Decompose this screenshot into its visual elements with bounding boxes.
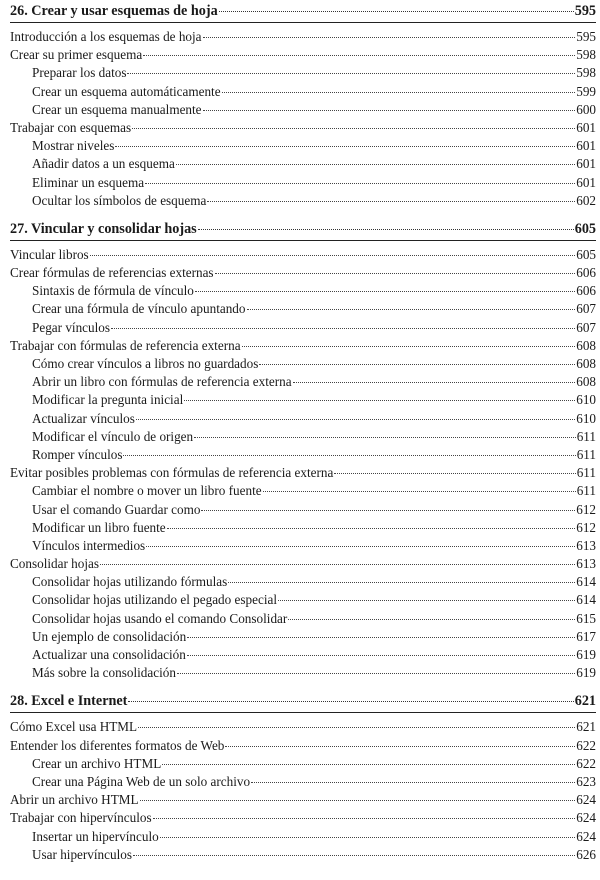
toc-subentry[interactable]	[10, 410, 596, 428]
toc-subentry[interactable]	[10, 446, 596, 464]
toc-subentry[interactable]	[10, 319, 596, 337]
toc-subentry[interactable]	[10, 773, 596, 791]
entry-title: Modificar un libro fuente	[32, 519, 166, 535]
entry-page-number: 607	[576, 301, 596, 317]
chapter-page-number: 605	[574, 220, 596, 237]
entry-title: Actualizar vínculos	[32, 410, 135, 426]
toc-entry[interactable]	[10, 119, 596, 137]
toc-subentry[interactable]	[10, 755, 596, 773]
entry-title: Un ejemplo de consolidación	[32, 628, 187, 644]
dot-leader	[247, 309, 576, 310]
entry-title: Entender los diferentes formatos de Web	[10, 737, 225, 753]
entry-title: Pegar vínculos	[32, 319, 111, 335]
entry-title: Mostrar niveles	[32, 138, 115, 154]
dot-leader	[201, 510, 575, 511]
entry-page-number: 605	[576, 246, 596, 262]
toc-entry[interactable]	[10, 264, 596, 282]
toc-subentry[interactable]	[10, 664, 596, 682]
entry-list	[10, 246, 596, 683]
entry-title: Vínculos intermedios	[32, 537, 146, 553]
chapter-page-number: 621	[574, 693, 596, 710]
toc-subentry[interactable]	[10, 137, 596, 155]
entry-title: Trabajar con fórmulas de referencia externa	[10, 337, 241, 353]
entry-title: Crear un archivo HTML	[32, 755, 162, 771]
entry-page-number: 600	[576, 101, 596, 117]
chapter-section	[10, 218, 596, 683]
entry-title: Consolidar hojas usando el comando Consolidar	[32, 610, 288, 626]
chapter-title: 28. Excel e Internet	[10, 693, 128, 710]
entry-title: Consolidar hojas utilizando fórmulas	[32, 574, 228, 590]
toc-subentry[interactable]	[10, 482, 596, 500]
entry-title: Crear un esquema automáticamente	[32, 83, 221, 99]
entry-page-number: 617	[576, 628, 596, 644]
toc-subentry[interactable]	[10, 192, 596, 210]
toc-subentry[interactable]	[10, 355, 596, 373]
toc-subentry[interactable]	[10, 300, 596, 318]
entry-title: Modificar el vínculo de origen	[32, 428, 194, 444]
entry-title: Modificar la pregunta inicial	[32, 392, 184, 408]
entry-page-number: 613	[576, 556, 596, 572]
chapter-title: 26. Crear y usar esquemas de hoja	[10, 3, 218, 19]
entry-title: Cambiar el nombre o mover un libro fuente	[32, 483, 262, 499]
entry-page-number: 611	[576, 483, 596, 499]
entry-page-number: 601	[576, 138, 596, 154]
dot-leader	[100, 564, 575, 565]
toc-entry[interactable]	[10, 464, 596, 482]
entry-title: Actualizar una consolidación	[32, 647, 186, 662]
entry-title: Consolidar hojas	[10, 556, 100, 572]
entry-page-number: 598	[576, 65, 596, 81]
entry-page-number: 623	[576, 773, 596, 789]
dot-leader	[293, 382, 576, 383]
dot-leader	[222, 92, 576, 93]
entry-page-number: 615	[576, 610, 596, 626]
dot-leader	[334, 473, 575, 474]
chapter-section	[10, 0, 596, 210]
dot-leader	[176, 164, 575, 165]
toc-subentry[interactable]	[10, 846, 596, 864]
dot-leader	[184, 400, 575, 401]
dot-leader	[219, 11, 574, 12]
toc-subentry[interactable]	[10, 591, 596, 609]
entry-page-number: 626	[576, 846, 596, 862]
entry-page-number: 608	[576, 374, 596, 390]
entry-page-number: 610	[576, 392, 596, 408]
chapter-page-number: 595	[574, 3, 596, 19]
entry-page-number: 599	[576, 83, 596, 99]
section-gap	[0, 682, 600, 690]
dot-leader	[167, 528, 576, 529]
entry-title: Vincular libros	[10, 246, 89, 262]
dot-leader	[242, 346, 576, 347]
toc-subentry[interactable]	[10, 391, 596, 409]
entry-page-number: 619	[576, 647, 596, 662]
entry-title: Cómo crear vínculos a libros no guardados	[32, 356, 259, 371]
dot-leader	[225, 746, 575, 747]
toc-entry[interactable]	[10, 246, 596, 264]
dot-leader	[263, 491, 576, 492]
toc-subentry[interactable]	[10, 64, 596, 82]
entry-page-number: 619	[576, 665, 596, 681]
dot-leader	[132, 128, 575, 129]
entry-title: Insertar un hipervínculo	[32, 828, 159, 844]
dot-leader	[187, 637, 575, 638]
entry-page-number: 601	[576, 119, 596, 135]
dot-leader	[215, 273, 576, 274]
entry-page-number: 606	[576, 283, 596, 299]
entry-page-number: 611	[576, 465, 596, 481]
dot-leader	[146, 546, 575, 547]
toc-subentry[interactable]	[10, 155, 596, 173]
entry-title: Abrir un archivo HTML	[10, 792, 139, 808]
entry-title: Crear fórmulas de referencias externas	[10, 265, 214, 281]
entry-page-number: 610	[576, 410, 596, 426]
entry-page-number: 608	[576, 337, 596, 353]
toc-entry[interactable]	[10, 28, 596, 46]
dot-leader	[162, 764, 575, 765]
dot-leader	[145, 183, 575, 184]
toc-subentry[interactable]	[10, 628, 596, 646]
entry-title: Añadir datos a un esquema	[32, 156, 175, 172]
toc-subentry[interactable]	[10, 501, 596, 519]
entry-page-number: 624	[576, 810, 596, 826]
toc-subentry[interactable]	[10, 828, 596, 846]
entry-title: Usar el comando Guardar como	[32, 501, 201, 517]
chapter-section	[10, 690, 596, 864]
dot-leader	[251, 782, 575, 783]
entry-page-number: 602	[576, 192, 596, 208]
entry-title: Crear su primer esquema	[10, 47, 143, 63]
chapter-heading[interactable]	[10, 0, 596, 23]
entry-page-number: 624	[576, 828, 596, 844]
entry-page-number: 608	[576, 356, 596, 371]
toc-entry[interactable]	[10, 555, 596, 573]
dot-leader	[153, 818, 576, 819]
dot-leader	[207, 201, 575, 202]
entry-title: Crear una fórmula de vínculo apuntando	[32, 301, 246, 317]
dot-leader	[194, 437, 576, 438]
entry-title: Trabajar con esquemas	[10, 119, 132, 135]
section-gap	[0, 210, 600, 218]
dot-leader	[288, 619, 575, 620]
toc-entry[interactable]	[10, 809, 596, 827]
dot-leader	[111, 328, 575, 329]
dot-leader	[177, 673, 575, 674]
entry-title: Cómo Excel usa HTML	[10, 719, 138, 735]
dot-leader	[195, 291, 575, 292]
chapter-heading[interactable]	[10, 690, 596, 713]
entry-page-number: 622	[576, 737, 596, 753]
entry-title: Evitar posibles problemas con fórmulas de referencia externa	[10, 465, 334, 481]
toc-entry[interactable]	[10, 791, 596, 809]
dot-leader	[140, 800, 576, 801]
dot-leader	[278, 600, 575, 601]
toc-entry[interactable]	[10, 718, 596, 736]
entry-page-number: 595	[576, 29, 596, 44]
entry-title: Trabajar con hipervínculos	[10, 810, 152, 826]
dot-leader	[143, 55, 575, 56]
entry-page-number: 598	[576, 47, 596, 63]
toc-subentry[interactable]	[10, 610, 596, 628]
entry-title: Crear un esquema manualmente	[32, 101, 202, 117]
entry-page-number: 612	[576, 519, 596, 535]
entry-title: Sintaxis de fórmula de vínculo	[32, 283, 194, 299]
entry-page-number: 614	[576, 592, 596, 608]
entry-page-number: 621	[576, 719, 596, 735]
entry-page-number: 601	[576, 156, 596, 172]
dot-leader	[136, 419, 575, 420]
toc-subentry[interactable]	[10, 174, 596, 192]
toc-subentry[interactable]	[10, 646, 596, 664]
toc-subentry[interactable]	[10, 428, 596, 446]
entry-page-number: 614	[576, 574, 596, 590]
entry-title: Usar hipervínculos	[32, 846, 132, 862]
entry-title: Consolidar hojas utilizando el pegado especial	[32, 592, 277, 608]
dot-leader	[127, 73, 575, 74]
chapter-title: 27. Vincular y consolidar hojas	[10, 220, 197, 237]
entry-list	[10, 28, 596, 210]
entry-title: Introducción a los esquemas de hoja	[10, 29, 202, 44]
dot-leader	[203, 110, 576, 111]
toc-subentry[interactable]	[10, 519, 596, 537]
entry-page-number: 624	[576, 792, 596, 808]
toc-subentry[interactable]	[10, 282, 596, 300]
dot-leader	[203, 37, 576, 38]
entry-title: Abrir un libro con fórmulas de referencia externa	[32, 374, 292, 390]
entry-title: Crear una Página Web de un solo archivo	[32, 773, 251, 789]
entry-title: Preparar los datos	[32, 65, 127, 81]
dot-leader	[228, 582, 575, 583]
dot-leader	[90, 255, 576, 256]
dot-leader	[187, 655, 575, 656]
entry-page-number: 622	[576, 755, 596, 771]
dot-leader	[160, 837, 576, 838]
toc-subentry[interactable]	[10, 537, 596, 555]
entry-page-number: 601	[576, 174, 596, 190]
entry-title: Más sobre la consolidación	[32, 665, 176, 681]
entry-page-number: 606	[576, 265, 596, 281]
dot-leader	[123, 455, 575, 456]
entry-page-number: 611	[576, 446, 596, 462]
entry-title: Eliminar un esquema	[32, 174, 145, 190]
toc-subentry[interactable]	[10, 83, 596, 101]
dot-leader	[133, 855, 575, 856]
dot-leader	[128, 701, 573, 702]
toc-subentry[interactable]	[10, 573, 596, 591]
toc-subentry[interactable]	[10, 373, 596, 391]
entry-page-number: 613	[576, 537, 596, 553]
entry-page-number: 612	[576, 501, 596, 517]
toc-entry[interactable]	[10, 337, 596, 355]
dot-leader	[198, 229, 574, 230]
toc-subentry[interactable]	[10, 101, 596, 119]
dot-leader	[259, 364, 575, 365]
entry-page-number: 607	[576, 319, 596, 335]
toc-entry[interactable]	[10, 46, 596, 64]
dot-leader	[115, 146, 575, 147]
entry-title: Ocultar los símbolos de esquema	[32, 192, 207, 208]
entry-title: Romper vínculos	[32, 446, 123, 462]
dot-leader	[138, 727, 575, 728]
toc-entry[interactable]	[10, 737, 596, 755]
entry-page-number: 611	[576, 428, 596, 444]
entry-list	[10, 718, 596, 864]
chapter-heading[interactable]	[10, 218, 596, 241]
